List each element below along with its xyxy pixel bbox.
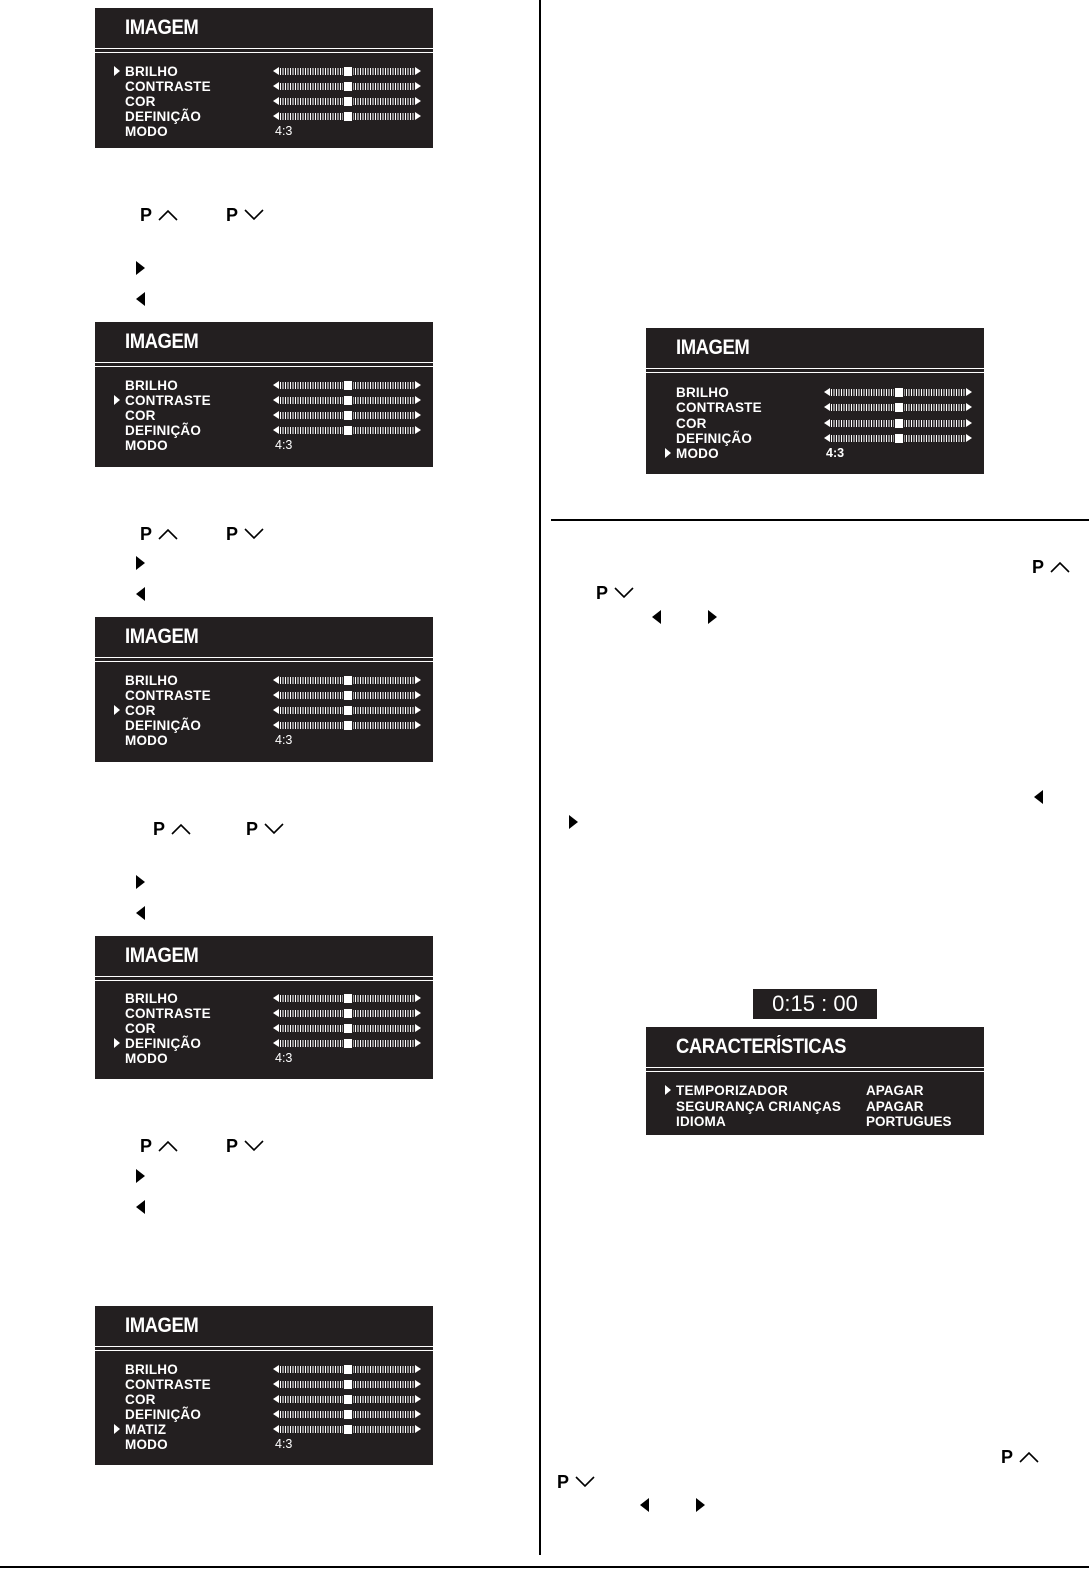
osd-menu-item[interactable]	[95, 109, 433, 124]
osd-menu-title: IMAGEM	[125, 1314, 199, 1337]
slider-knob[interactable]	[343, 720, 353, 731]
osd-menu-title: IMAGEM	[125, 16, 199, 39]
osd-item-label: BRILHO	[125, 1362, 178, 1377]
osd-item-label: DEFINIÇÃO	[676, 430, 753, 446]
chevron-down-icon	[244, 208, 264, 222]
slider-knob[interactable]	[343, 81, 353, 92]
osd-menu-panel	[95, 617, 433, 762]
osd-item-label: COR	[125, 94, 156, 109]
triangle-right-icon	[136, 556, 145, 570]
slider-left-arrow-icon	[273, 1410, 279, 1418]
selection-pointer-icon	[114, 705, 120, 715]
osd-item-label: MODO	[125, 438, 168, 453]
level-slider[interactable]	[273, 994, 421, 1003]
selection-pointer-icon	[114, 66, 120, 76]
slider-left-arrow-icon	[273, 426, 279, 434]
slider-left-arrow-icon	[273, 97, 279, 105]
osd-menu-item[interactable]	[646, 400, 984, 415]
slider-right-arrow-icon	[415, 82, 421, 90]
osd-menu-item[interactable]	[95, 1392, 433, 1407]
osd-menu-item[interactable]	[95, 408, 433, 423]
osd-title-rule	[95, 657, 433, 658]
level-slider[interactable]	[824, 419, 972, 428]
osd-menu-item[interactable]	[95, 393, 433, 408]
slider-left-arrow-icon	[273, 1395, 279, 1403]
slider-knob[interactable]	[343, 690, 353, 701]
osd-item-label: IDIOMA	[676, 1114, 726, 1129]
program-up-key	[140, 204, 182, 226]
osd-title-rule	[95, 1350, 433, 1351]
program-up-key	[1032, 556, 1074, 578]
osd-menu-item[interactable]	[95, 94, 433, 109]
slider-left-arrow-icon	[273, 1425, 279, 1433]
slider-left-arrow-icon	[273, 1365, 279, 1373]
slider-right-arrow-icon	[415, 67, 421, 75]
program-key-label: P	[1001, 1447, 1014, 1467]
osd-menu-item[interactable]	[95, 378, 433, 393]
slider-right-arrow-icon	[415, 97, 421, 105]
osd-menu-item[interactable]	[646, 385, 984, 400]
osd-item-label: CONTRASTE	[125, 393, 211, 408]
osd-title-rule	[95, 980, 433, 981]
column-divider	[539, 0, 541, 1555]
level-slider[interactable]	[273, 1024, 421, 1033]
osd-menu-panel	[95, 322, 433, 467]
osd-item-value: APAGAR	[866, 1098, 924, 1114]
slider-left-arrow-icon	[824, 434, 830, 442]
osd-title-rule	[95, 48, 433, 49]
program-down-key	[226, 523, 268, 545]
slider-right-arrow-icon	[415, 396, 421, 404]
osd-item-label: BRILHO	[125, 673, 178, 688]
osd-item-label: BRILHO	[676, 385, 729, 400]
program-key-label: P	[140, 1136, 153, 1156]
level-slider[interactable]	[273, 112, 421, 121]
slider-right-arrow-icon	[415, 994, 421, 1002]
osd-item-value: 4:3	[275, 1051, 293, 1065]
slider-right-arrow-icon	[415, 1039, 421, 1047]
osd-menu-panel	[646, 328, 984, 474]
osd-title-rule	[646, 1067, 984, 1068]
chevron-up-icon	[1050, 560, 1070, 574]
osd-title-rule	[95, 976, 433, 977]
osd-item-label: MODO	[125, 124, 168, 139]
slider-left-arrow-icon	[273, 1380, 279, 1388]
slider-left-arrow-icon	[273, 1009, 279, 1017]
osd-item-value: APAGAR	[866, 1083, 924, 1098]
osd-menu-item[interactable]	[95, 991, 433, 1006]
program-key-label: P	[246, 819, 259, 839]
selection-pointer-icon	[665, 1085, 671, 1095]
program-down-key	[596, 582, 638, 604]
slider-right-arrow-icon	[415, 721, 421, 729]
program-key-label: P	[557, 1472, 570, 1492]
osd-menu-title: IMAGEM	[125, 330, 199, 353]
chevron-up-icon	[1019, 1450, 1039, 1464]
slider-knob[interactable]	[343, 1364, 353, 1375]
osd-item-label: COR	[125, 408, 156, 423]
level-slider[interactable]	[273, 82, 421, 91]
osd-item-label: COR	[125, 1021, 156, 1036]
slider-left-arrow-icon	[824, 403, 830, 411]
level-slider[interactable]	[273, 1380, 421, 1389]
osd-item-label: COR	[125, 703, 156, 718]
slider-right-arrow-icon	[415, 426, 421, 434]
level-slider[interactable]	[273, 396, 421, 405]
slider-knob[interactable]	[343, 1379, 353, 1390]
slider-right-arrow-icon	[415, 1009, 421, 1017]
osd-item-value: 4:3	[275, 1437, 293, 1451]
slider-knob[interactable]	[343, 425, 353, 436]
osd-menu-title: CARACTERÍSTICAS	[676, 1035, 846, 1058]
osd-menu-item[interactable]	[95, 1422, 433, 1437]
osd-menu-item[interactable]	[95, 1377, 433, 1392]
osd-menu-item[interactable]	[95, 438, 433, 453]
slider-knob[interactable]	[343, 1409, 353, 1420]
slider-left-arrow-icon	[273, 994, 279, 1002]
osd-title-rule	[95, 362, 433, 363]
slider-right-arrow-icon	[966, 419, 972, 427]
osd-item-label: MATIZ	[125, 1422, 167, 1437]
slider-knob[interactable]	[894, 433, 904, 444]
osd-item-label: DEFINIÇÃO	[125, 1036, 202, 1051]
osd-item-label: MODO	[676, 446, 719, 462]
slider-right-arrow-icon	[415, 1395, 421, 1403]
osd-menu-item[interactable]	[646, 416, 984, 431]
slider-right-arrow-icon	[415, 112, 421, 120]
osd-item-label: CONTRASTE	[125, 79, 211, 94]
program-up-key	[140, 1135, 182, 1157]
osd-menu-item[interactable]	[95, 79, 433, 94]
slider-knob[interactable]	[343, 96, 353, 107]
chevron-up-icon	[158, 1139, 178, 1153]
slider-knob[interactable]	[343, 395, 353, 406]
slider-left-arrow-icon	[273, 381, 279, 389]
osd-menu-item[interactable]	[95, 423, 433, 438]
osd-item-label: CONTRASTE	[125, 1377, 211, 1392]
level-slider[interactable]	[273, 1009, 421, 1018]
level-slider[interactable]	[273, 676, 421, 685]
osd-menu-item[interactable]	[646, 1083, 984, 1098]
osd-menu-panel	[95, 1306, 433, 1465]
osd-menu-item[interactable]	[95, 1051, 433, 1066]
slider-left-arrow-icon	[273, 82, 279, 90]
slider-knob[interactable]	[343, 993, 353, 1004]
slider-right-arrow-icon	[415, 1365, 421, 1373]
osd-menu-item[interactable]	[95, 718, 433, 733]
osd-item-label: MODO	[125, 733, 168, 748]
chevron-up-icon	[171, 822, 191, 836]
chevron-down-icon	[244, 527, 264, 541]
triangle-left-icon	[136, 1200, 145, 1214]
level-slider[interactable]	[273, 97, 421, 106]
osd-item-label: MODO	[125, 1051, 168, 1066]
slider-right-arrow-icon	[415, 1024, 421, 1032]
program-key-label: P	[1032, 557, 1045, 577]
program-down-key	[246, 818, 288, 840]
osd-menu-item[interactable]	[95, 124, 433, 139]
level-slider[interactable]	[824, 388, 972, 397]
program-key-label: P	[153, 819, 166, 839]
slider-left-arrow-icon	[273, 67, 279, 75]
slider-right-arrow-icon	[415, 676, 421, 684]
osd-menu-panel	[95, 936, 433, 1079]
osd-menu-title: IMAGEM	[676, 336, 750, 359]
slider-right-arrow-icon	[415, 381, 421, 389]
triangle-left-icon	[136, 587, 145, 601]
slider-right-arrow-icon	[415, 1380, 421, 1388]
triangle-left-icon	[136, 906, 145, 920]
slider-right-arrow-icon	[415, 706, 421, 714]
osd-menu-panel	[95, 8, 433, 148]
level-slider[interactable]	[824, 403, 972, 412]
osd-item-label: DEFINIÇÃO	[125, 423, 202, 438]
slider-left-arrow-icon	[273, 691, 279, 699]
slider-knob[interactable]	[894, 387, 904, 398]
osd-menu-item[interactable]	[95, 688, 433, 703]
osd-item-label: COR	[676, 415, 707, 431]
sleep-timer-readout: 0:15 : 00	[753, 989, 877, 1019]
slider-right-arrow-icon	[415, 1425, 421, 1433]
triangle-left-icon	[136, 292, 145, 306]
osd-item-label: BRILHO	[125, 64, 178, 79]
chevron-down-icon	[575, 1475, 595, 1489]
osd-item-value: 4:3	[275, 733, 293, 747]
level-slider[interactable]	[273, 1039, 421, 1048]
osd-item-label: DEFINIÇÃO	[125, 109, 202, 124]
slider-left-arrow-icon	[824, 419, 830, 427]
osd-title-rule	[95, 1346, 433, 1347]
slider-right-arrow-icon	[966, 403, 972, 411]
osd-title-rule	[646, 1071, 984, 1072]
slider-knob[interactable]	[343, 705, 353, 716]
slider-knob[interactable]	[343, 1023, 353, 1034]
slider-knob[interactable]	[894, 402, 904, 413]
slider-knob[interactable]	[343, 1038, 353, 1049]
program-key-label: P	[226, 524, 239, 544]
program-key-label: P	[140, 524, 153, 544]
osd-menu-item[interactable]	[95, 1407, 433, 1422]
level-slider[interactable]	[273, 691, 421, 700]
osd-item-label: BRILHO	[125, 378, 178, 393]
triangle-right-icon	[708, 610, 717, 624]
slider-knob[interactable]	[343, 1424, 353, 1435]
slider-right-arrow-icon	[966, 434, 972, 442]
chevron-up-icon	[158, 208, 178, 222]
level-slider[interactable]	[273, 1395, 421, 1404]
osd-menu-item[interactable]	[95, 64, 433, 79]
osd-title-rule	[95, 661, 433, 662]
triangle-right-icon	[696, 1498, 705, 1512]
slider-left-arrow-icon	[273, 721, 279, 729]
level-slider[interactable]	[273, 411, 421, 420]
selection-pointer-icon	[114, 1038, 120, 1048]
osd-menu-item[interactable]	[646, 446, 984, 461]
slider-right-arrow-icon	[415, 1410, 421, 1418]
level-slider[interactable]	[273, 381, 421, 390]
osd-menu-item[interactable]	[95, 703, 433, 718]
osd-item-label: CONTRASTE	[125, 1006, 211, 1021]
program-key-label: P	[140, 205, 153, 225]
slider-left-arrow-icon	[273, 1039, 279, 1047]
program-key-label: P	[226, 205, 239, 225]
osd-title-rule	[95, 52, 433, 53]
slider-knob[interactable]	[343, 380, 353, 391]
program-up-key	[153, 818, 195, 840]
selection-pointer-icon	[114, 1424, 120, 1434]
selection-pointer-icon	[114, 395, 120, 405]
program-key-label: P	[596, 583, 609, 603]
osd-menu-item[interactable]	[95, 733, 433, 748]
slider-left-arrow-icon	[824, 388, 830, 396]
triangle-right-icon	[569, 815, 578, 829]
osd-menu-item[interactable]	[646, 1114, 984, 1129]
program-down-key	[226, 1135, 268, 1157]
triangle-right-icon	[136, 875, 145, 889]
slider-knob[interactable]	[894, 418, 904, 429]
slider-knob[interactable]	[343, 111, 353, 122]
osd-title-rule	[646, 368, 984, 369]
slider-left-arrow-icon	[273, 676, 279, 684]
program-up-key	[1001, 1446, 1043, 1468]
osd-item-label: SEGURANÇA CRIANÇAS	[676, 1098, 842, 1114]
osd-menu-item[interactable]	[95, 1437, 433, 1452]
osd-menu-item[interactable]	[646, 1099, 984, 1114]
osd-menu-title: IMAGEM	[125, 625, 199, 648]
osd-item-label: DEFINIÇÃO	[125, 1407, 202, 1422]
section-divider	[551, 519, 1089, 521]
osd-item-value: 4:3	[826, 446, 845, 461]
triangle-right-icon	[136, 1169, 145, 1183]
program-key-label: P	[226, 1136, 239, 1156]
chevron-down-icon	[614, 586, 634, 600]
slider-knob[interactable]	[343, 1394, 353, 1405]
slider-left-arrow-icon	[273, 112, 279, 120]
triangle-left-icon	[640, 1498, 649, 1512]
osd-menu-item[interactable]	[95, 673, 433, 688]
slider-knob[interactable]	[343, 66, 353, 77]
osd-menu-title: IMAGEM	[125, 944, 199, 967]
slider-left-arrow-icon	[273, 411, 279, 419]
level-slider[interactable]	[273, 706, 421, 715]
chevron-down-icon	[244, 1139, 264, 1153]
slider-left-arrow-icon	[273, 706, 279, 714]
program-down-key	[226, 204, 268, 226]
slider-right-arrow-icon	[966, 388, 972, 396]
slider-right-arrow-icon	[415, 691, 421, 699]
osd-item-value: PORTUGUES	[866, 1114, 952, 1129]
osd-item-value: 4:3	[275, 124, 293, 138]
level-slider[interactable]	[273, 721, 421, 730]
osd-menu-item[interactable]	[95, 1036, 433, 1051]
osd-title-rule	[95, 366, 433, 367]
osd-menu-item[interactable]	[646, 431, 984, 446]
osd-item-label: TEMPORIZADOR	[676, 1083, 788, 1098]
osd-item-label: DEFINIÇÃO	[125, 718, 202, 733]
osd-item-label: BRILHO	[125, 991, 178, 1006]
triangle-left-icon	[652, 610, 661, 624]
slider-left-arrow-icon	[273, 396, 279, 404]
level-slider[interactable]	[273, 1365, 421, 1374]
osd-menu-item[interactable]	[95, 1362, 433, 1377]
osd-item-value: 4:3	[275, 438, 293, 452]
slider-knob[interactable]	[343, 675, 353, 686]
osd-item-label: CONTRASTE	[125, 688, 211, 703]
triangle-left-icon	[1034, 790, 1043, 804]
program-down-key	[557, 1471, 599, 1493]
level-slider[interactable]	[273, 1425, 421, 1434]
osd-title-rule	[646, 372, 984, 373]
osd-menu-panel	[646, 1027, 984, 1135]
level-slider[interactable]	[273, 426, 421, 435]
osd-menu-item[interactable]	[95, 1006, 433, 1021]
triangle-right-icon	[136, 261, 145, 275]
chevron-down-icon	[264, 822, 284, 836]
osd-item-label: COR	[125, 1392, 156, 1407]
page-bottom-rule	[0, 1566, 1089, 1568]
slider-right-arrow-icon	[415, 411, 421, 419]
slider-knob[interactable]	[343, 410, 353, 421]
level-slider[interactable]	[273, 1410, 421, 1419]
selection-pointer-icon	[665, 448, 671, 458]
osd-item-label: CONTRASTE	[676, 400, 762, 416]
level-slider[interactable]	[273, 67, 421, 76]
osd-menu-item[interactable]	[95, 1021, 433, 1036]
chevron-up-icon	[158, 527, 178, 541]
program-up-key	[140, 523, 182, 545]
slider-knob[interactable]	[343, 1008, 353, 1019]
slider-left-arrow-icon	[273, 1024, 279, 1032]
level-slider[interactable]	[824, 434, 972, 443]
osd-item-label: MODO	[125, 1437, 168, 1452]
